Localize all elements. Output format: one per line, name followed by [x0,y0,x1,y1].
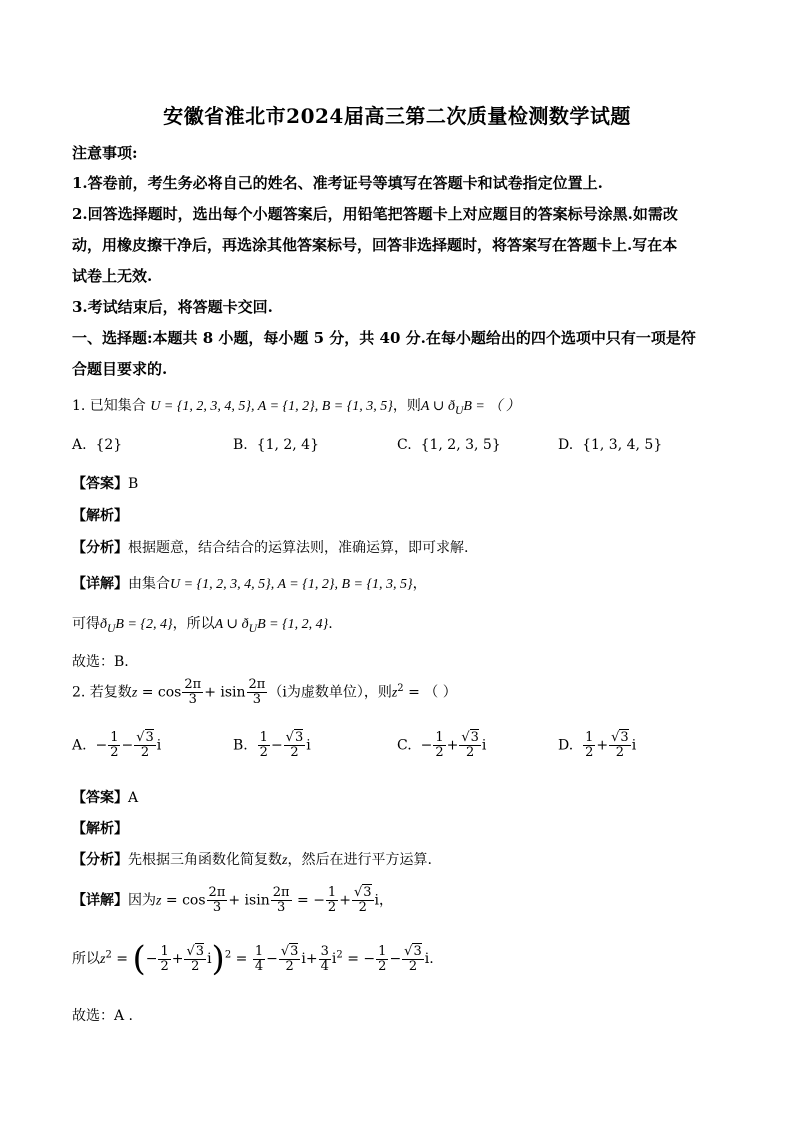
fraction [459,731,481,760]
denominator: 3 [276,900,286,915]
section-heading-line-2: 合题目要求的. [72,360,168,378]
denominator: 2 [259,745,268,760]
left-paren: ( [132,939,146,979]
denominator: 2 [585,745,594,760]
minus-sign: − [95,737,108,754]
q2-stem [72,678,457,707]
sqrt-symbol: √ [353,885,363,900]
sqrt-symbol: √ [285,730,294,745]
fraction [182,678,203,707]
q2-option-c[interactable] [397,731,486,760]
option-text: {1, 2, 4} [256,437,319,453]
q2-plus-isin: + isin [204,684,246,701]
q1-xiangjie [72,573,427,593]
q1-conclusion: 故选：B. [72,654,129,670]
radicand: 3 [363,885,372,900]
denominator: 2 [408,958,418,974]
fraction [108,731,120,760]
q1-expr: A ∪ ð [420,399,455,414]
fenxi-text: 根据题意，结合结合的运算法则，准确运算，即可求解. [128,540,469,556]
numerator [459,731,481,746]
denominator: 2 [140,745,150,760]
fraction [402,945,424,974]
denominator: 2 [435,745,444,760]
radicand: 3 [620,730,629,745]
option-text: {2} [95,437,123,453]
step2-sup: 2 [105,949,112,961]
page-title: 安徽省淮北市2024届高三第二次质量检测数学试题 [163,104,631,128]
notice-heading: 注意事项: [72,144,138,162]
option-label: A. [72,737,87,754]
step2-a-tail: B = {2, 4} [115,617,173,632]
xiangjie-suffix: ， [412,576,427,592]
section-heading-line-1: 一、选择题:本题共 8 小题，每小题 5 分，共 40 分.在每小题给出的四个选项中只有一项是符 [72,329,696,347]
xiangjie-sets: U = {1, 2, 3, 4, 5}, A = {1, 2}, B = {1, 3, 5} [170,577,413,592]
imag-unit: i [481,737,487,754]
q1-step-2 [72,613,333,635]
plus-sign: + [446,737,459,754]
q2-stem-suffix: （i为虚数单位），则 [268,684,392,701]
numerator [134,731,156,746]
q1-fenxi [72,537,468,557]
imag-unit: i [631,737,637,754]
q2-conclusion: 故选：A . [72,1008,134,1024]
q2-fenxi [72,849,432,869]
q1-expr-tail: B = （ ） [463,399,520,414]
denominator: 2 [358,900,367,915]
fenxi-suffix: ，然后在进行平方运算. [287,852,432,868]
option-label: D. [558,737,574,754]
imag-unit: i [301,951,306,967]
imag-unit: i [207,951,212,967]
radicand: 3 [413,943,422,959]
step2-a: ð [100,617,107,632]
q1-option-d[interactable] [558,437,662,453]
i-sup: 2 [336,949,343,961]
numerator: 1 [585,730,594,745]
numerator: 1 [378,943,387,959]
numerator: 1 [160,943,169,959]
step2-z: z [100,952,106,967]
fenxi-tag: 【分析】 [72,540,128,556]
denominator: 3 [212,900,222,915]
minus-sign: − [363,951,376,967]
notice-item-1: 1.答卷前，考生务必将自己的姓名、准考证号等填写在答题卡和试卷指定位置上. [72,174,603,192]
option-label: D. [558,437,574,453]
notice-item-2-line-3: 试卷上无效. [72,267,153,285]
q1-answer [72,473,138,493]
notice-item-3: 3.考试结束后，将答题卡交回. [72,298,273,316]
option-label: A. [72,437,87,453]
fraction [253,945,265,974]
denominator: 3 [252,692,262,707]
option-label: C. [397,737,412,754]
denominator: 2 [615,745,625,760]
denominator: 2 [160,958,169,974]
fraction [134,731,156,760]
q1-stem-prefix: 1. 已知集合 [72,398,146,414]
q2-option-d[interactable] [558,731,636,760]
q2-stem-tail: = （ ） [403,684,457,701]
fraction [158,945,170,974]
q2-analysis-tag: 【解析】 [72,821,128,837]
fenxi-z: z [282,853,288,868]
numerator [609,731,631,746]
numerator: 2π [272,885,290,900]
xiangjie-eq: = cos [161,892,206,909]
step2-mid: ，所以 [172,616,215,632]
fraction [279,945,301,974]
fraction [207,886,228,915]
minus-sign: − [121,737,134,754]
q2-stem-prefix: 2. 若复数 [72,684,132,701]
q1-stem-suffix: ，则 [392,398,421,414]
denominator: 2 [191,958,200,974]
q1-option-c[interactable] [397,437,501,453]
xiangjie-tag: 【详解】 [72,892,128,909]
q1-sets: U = {1, 2, 3, 4, 5}, A = {1, 2}, B = {1, 3, 5} [150,399,393,414]
q2-z2: z [391,685,398,701]
numerator [279,945,301,960]
fraction [433,731,445,760]
q2-z: z [131,685,138,701]
plus-sign: + [596,737,609,754]
sqrt-symbol: √ [461,730,470,745]
fraction [583,731,595,760]
minus-sign: − [420,737,433,754]
minus-sign: − [389,951,402,967]
step2-end: . [328,616,333,632]
answer-tag: 【答案】 [72,790,128,806]
step2-b-tail: B = {1, 2, 4} [257,617,329,632]
step2-b: A ∪ ð [214,617,249,632]
option-text: {1, 2, 3, 5} [420,437,501,453]
q2-sup: 2 [397,682,404,694]
step2-prefix: 所以 [72,951,100,967]
denominator: 2 [290,745,299,760]
numerator: 1 [259,730,268,745]
notice-item-2-line-1: 2.回答选择题时，选出每个小题答案后，用铅笔把答题卡上对应题目的答案标号涂黑.如需改 [72,205,678,223]
plus-sign: + [339,892,351,909]
numerator [352,886,374,901]
numerator: 3 [320,943,329,959]
right-paren: ) [211,939,225,979]
q2-option-b[interactable] [233,731,311,760]
fraction [326,886,338,915]
denominator: 2 [378,958,387,974]
q2-step-2: 所以$z^2$ = (− $\frac{1}{2}$ + $\frac{√3}{2}$ i)$^2$ = $\frac{1}{4}$ − $\frac{√3}{2}$ i+ $\frac{3}{4}$ $i^2$ = − $\frac{1}{2}$ − $\frac{√3}{2}$ i. [72,939,434,979]
fraction [258,731,270,760]
imag-unit: i [424,951,430,967]
option-text: {1, 3, 4, 5} [582,437,663,453]
sqrt-symbol: √ [136,730,145,745]
answer-value: B [128,476,139,492]
xiangjie-prefix: 因为 [128,892,156,909]
fenxi-prefix: 先根据三角函数化简复数 [128,852,282,868]
radicand: 3 [470,730,479,745]
plus-sign: + [305,951,318,967]
q1-analysis-tag: 【解析】 [72,508,128,524]
sqrt-symbol: √ [404,943,413,959]
fenxi-tag: 【分析】 [72,852,128,868]
numerator: 2π [248,677,266,692]
q2-eq: = cos [137,684,182,701]
denominator: 2 [465,745,475,760]
q1-expr-sub: U [454,403,464,417]
numerator: 1 [327,885,337,900]
denominator: 2 [110,745,119,760]
xiangjie-tag: 【详解】 [72,576,128,592]
step2-prefix: 可得 [72,616,100,632]
answer-value: A [128,790,139,806]
sqrt-symbol: √ [611,730,620,745]
denominator: 3 [188,692,197,707]
minus-sign: − [145,951,158,967]
notice-item-2-line-2: 动，用橡皮擦干净后，再选涂其他答案标号，回答非选择题时，将答案写在答题卡上.写在本 [72,236,678,254]
radicand: 3 [294,730,304,745]
fraction [609,731,631,760]
numerator [402,945,424,960]
denominator: 4 [320,958,329,974]
radicand: 3 [195,943,205,959]
q2-xiangjie: 【详解】因为z = cos $\frac{2\pi}{3}$ + isin $\frac{2\pi}{3}$ = − $\frac{1}{2}$ + $\frac{√3}{2}$ i， [72,885,393,915]
imag-unit: i [374,892,379,909]
numerator: 2π [208,885,226,900]
denominator: 2 [327,900,337,915]
fraction [352,886,374,915]
q1-stem [72,395,520,417]
q1-option-b[interactable] [233,437,319,453]
answer-tag: 【答案】 [72,476,128,492]
numerator [284,731,306,746]
q2-option-a[interactable] [72,731,161,760]
radicand: 3 [145,730,154,745]
q2-answer [72,787,138,807]
minus-sign: − [266,951,278,967]
plus-sign: + [171,951,184,967]
minus-sign: − [270,737,283,754]
option-label: B. [233,737,248,754]
imag-unit: i [156,737,162,754]
fraction [376,945,388,974]
xiangjie-plus-isin: + isin [228,892,270,909]
paren-sup: 2 [224,949,232,961]
sqrt-symbol: √ [186,943,195,959]
imag-unit: i [331,951,337,967]
sqrt-symbol: √ [280,943,290,959]
xiangjie-prefix: 由集合 [128,576,170,592]
denominator: 2 [285,958,294,974]
option-label: C. [397,437,412,453]
fraction [284,731,306,760]
xiangjie-z: z [156,893,162,909]
option-label: B. [233,437,248,453]
fraction [247,678,268,707]
imag-unit: i [306,737,311,754]
numerator: 1 [435,730,444,745]
fraction [184,945,206,974]
numerator [184,945,206,960]
step2-a-sub: U [107,621,116,635]
step2-b-sub: U [248,621,258,635]
fraction [319,945,331,974]
numerator: 1 [110,730,119,745]
q1-option-a[interactable] [72,437,122,453]
denominator: 4 [254,958,264,974]
fraction [271,886,292,915]
numerator: 2π [184,677,202,692]
minus-sign: − [313,892,325,909]
numerator: 1 [254,943,264,959]
radicand: 3 [290,943,299,959]
